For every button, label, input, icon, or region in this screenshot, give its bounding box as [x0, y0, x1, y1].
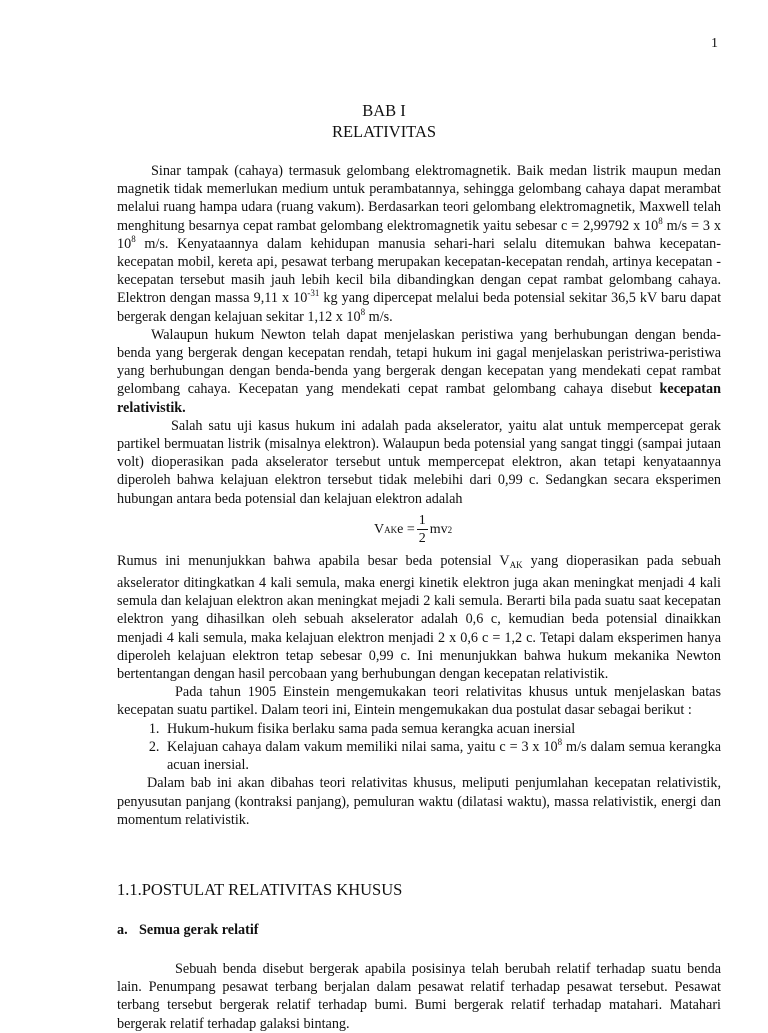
- text-run: m/s. Kenyataannya dalam kehidupan manusia sehari-hari selalu ditemukan bahwa kecepatan-kecepatan mobil, kereta api, pesawat terbang merupakan kecepatan-kecepatan rendah, artinya kecepatan - kecepatan tersebut masih jauh lebih kecil bila dibandingkan dengan cepat rambat gelombang cahaya. Elektron dengan massa 9,11 x 10: [117, 235, 721, 307]
- subsection-title: Semua gerak relatif: [139, 922, 259, 938]
- text-run: Walaupun hukum Newton telah dapat menjelaskan peristiwa yang berhubungan dengan benda-benda yang bergerak dengan kecepatan rendah, tetapi hukum ini gagal menjelaskan peristriwa-peristiwa yang berhubungan dengan benda-benda yang bergerak dengan kecepatan yang mendekati cepat rambat gelombang cahaya. Kecepatan yang mendekati cepat rambat gelombang cahaya disebut: [117, 326, 721, 398]
- text-run: yang dioperasikan pada sebuah akselerator ditingkatkan 4 kali semula, maka energi kinetik elektron juga akan meningkat menjadi 4 kali semula dan kelajuan elektron akan meningkat mejadi 2 kali semula. Berarti bila pada suatu saat kecepatan elektron yang dihasilkan oleh sebuah akselerator adalah 0,6 c, kemudian beda potensial dinaikkan menjadi 4 kali semula, maka kelajuan elektron menjadi 2 x 0,6 c = 1,2 c. Tetapi dalam eksperimen hanya diperoleh kelajuan elektron tetap sebesar 0,99 c. Ini menunjukkan bahwa hukum mekanika Newton bertentangan dengan hasil percobaan yang berhubungan dengan kecepatan relativistik.: [117, 552, 721, 683]
- paragraph-chapter-scope: Dalam bab ini akan dibahas teori relativitas khusus, meliputi penjumlahan kecepatan relativistik, penyusutan panjang (kontraksi panjang), pemuluran waktu (dilatasi waktu), massa relativistik, energi dan momentum relativistik.: [117, 775, 721, 828]
- paragraph-intro: [117, 162, 721, 326]
- formula: V AK e = $\frac{1}{2}$ mv 2: [374, 513, 453, 547]
- superscript: -31: [307, 288, 320, 299]
- text-run: m/s dalam semua kerangka acuan inersial.: [167, 738, 722, 774]
- paragraph-accelerator: Salah satu uji kasus hukum ini adalah pada akselerator, yaitu alat untuk mempercepat gerak partikel bermuatan listrik (misalnya elektron). Walaupun beda potensial yang sangat tinggi (sampai jutaan volt) dioperasikan pada akselerator tersebut untuk mempercepat elektron, akan tetapi kenyataannya diperoleh bahwa kelajuan elektron tersebut tidak melebihi dari 0,99 c. Sedangkan secara eksperimen hubungan antara beda potensial dan kelajuan elektron adalah: [117, 417, 721, 507]
- formula-symbol: mv: [429, 521, 448, 537]
- paragraph-newton: [117, 326, 721, 417]
- chapter-label: BAB I: [362, 101, 406, 120]
- main-body: [117, 162, 721, 829]
- subscript: AK: [509, 559, 523, 570]
- subsection-heading: [117, 922, 259, 939]
- postulate-item: [163, 738, 721, 774]
- section-body: [117, 960, 721, 1033]
- page-number: 1: [711, 36, 718, 51]
- superscript: 8: [658, 215, 663, 226]
- text-run: m/s = 3 x 10: [117, 217, 722, 252]
- bold-term: kecepatan relativistik.: [117, 381, 721, 416]
- superscript: 8: [557, 736, 563, 747]
- fraction: [417, 512, 428, 547]
- text-run: Rumus ini menunjukkan bahwa apabila besar beda potensial V: [117, 552, 510, 569]
- chapter-title: RELATIVITAS: [331, 122, 437, 141]
- text-run: Sinar tampak (cahaya) termasuk gelombang elektromagnetik. Baik medan listrik maupun medan magnetik tidak memerlukan medium untuk perambatannya, sehingga gelombang cahaya dapat merambat melalui ruang hampa udara (ruang vakum). Berdasarkan teori gelombang elektromagnetik, Maxwell telah menghitung besarnya cepat rambat gelombang elektromagnetik yaitu sebesar c = 2,99792 x 10: [117, 163, 721, 234]
- text-run: Kelajuan cahaya dalam vakum memiliki nilai sama, yaitu c = 3 x 10: [167, 738, 558, 755]
- text-run: kg yang dipercepat melalui beda potensial sekitar 36,5 kV baru dapat bergerak dengan kelajuan sekitar 1,12 x 10: [117, 290, 722, 325]
- formula-block: [117, 510, 721, 550]
- formula-subscript: AK: [384, 524, 398, 535]
- chapter-heading: [0, 100, 768, 142]
- fraction-denominator: 2: [418, 531, 426, 547]
- paragraph-einstein: Pada tahun 1905 Einstein mengemukakan teori relativitas khusus untuk menjelaskan batas kecepatan suatu partikel. Dalam teori ini, Eintein mengemukakan dua postulat dasar sebagai berikut :: [117, 684, 721, 719]
- section-heading: 1.1.POSTULAT RELATIVITAS KHUSUS: [117, 880, 403, 899]
- postulate-list: [117, 720, 721, 775]
- formula-symbol: e =: [397, 521, 415, 537]
- formula-symbol: V: [374, 521, 385, 537]
- superscript: 8: [131, 233, 136, 244]
- fraction-numerator: 1: [418, 513, 426, 529]
- postulate-item: 1. Hukum-hukum fisika berlaku sama pada semua kerangka acuan inersial: [163, 720, 721, 738]
- text-run: m/s.: [365, 308, 393, 325]
- superscript: 8: [360, 306, 366, 317]
- paragraph-relative-motion: Sebuah benda disebut bergerak apabila posisinya telah berubah relatif terhadap suatu benda lain. Penumpang pesawat terbang berjalan dalam pesawat relatif terhadap pesawat tersebut. Pesawat terbang tersebut bergerak relatif terhadap bumi. Bumi bergerak relatif terhadap matahari. Matahari bergerak relatif terhadap galaksi bintang.: [117, 961, 721, 1032]
- subsection-letter: a.: [117, 922, 128, 938]
- paragraph-formula-explanation: [117, 552, 721, 683]
